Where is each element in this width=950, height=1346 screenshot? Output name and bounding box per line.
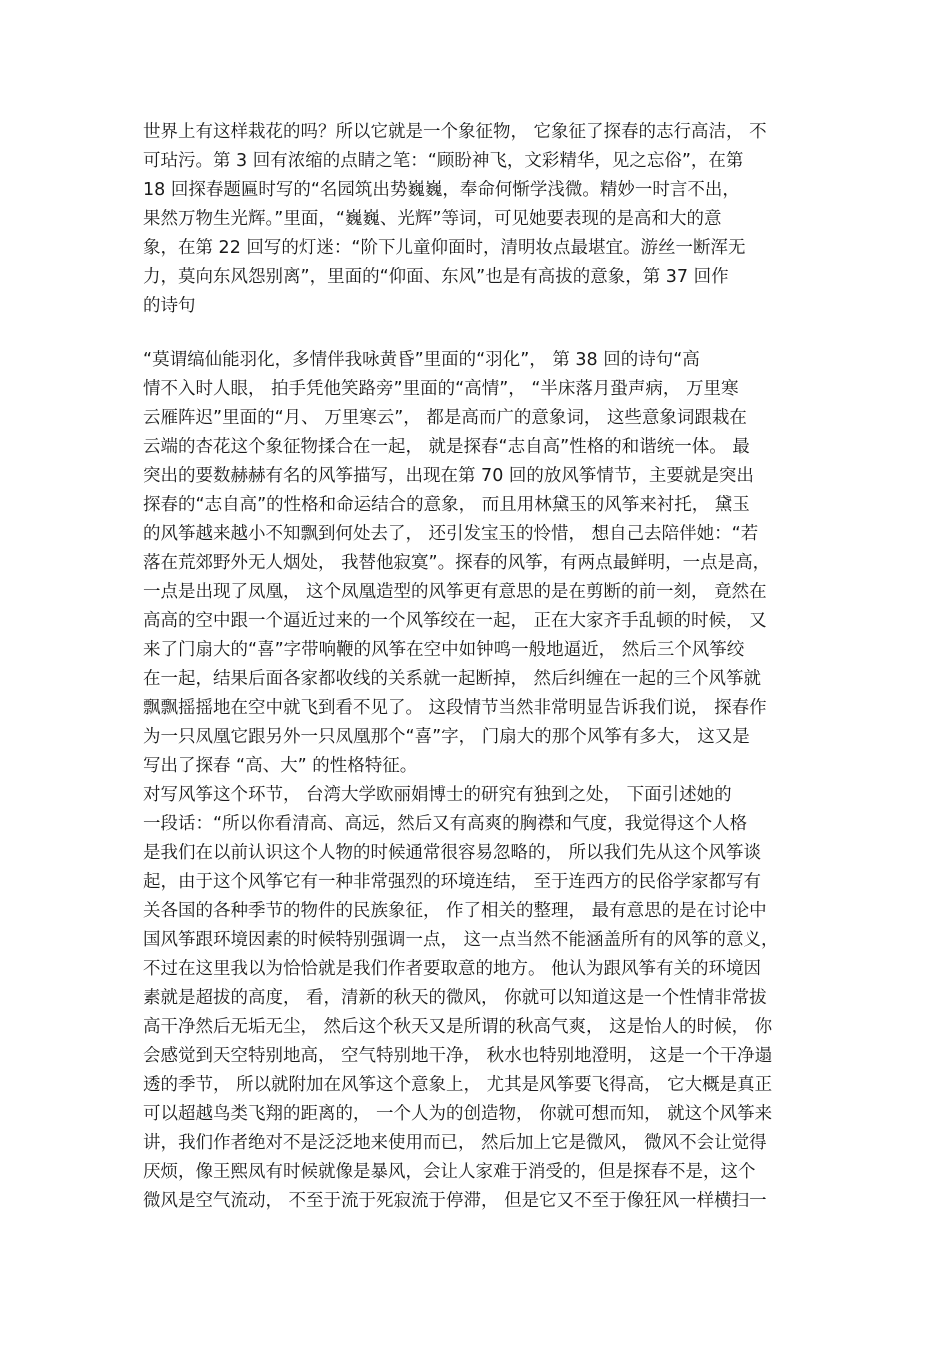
text-line: 探春的“志自高”的性格和命运结合的意象， 而且用林黛玉的风筝来衬托， 黛玉 (143, 495, 750, 515)
text-line: 写出了探春 “高、大” 的性格特征。 (143, 756, 418, 776)
text-line: 透的季节， 所以就附加在风筝这个意象上， 尤其是风筝要飞得高， 它大概是真正 (143, 1075, 773, 1095)
text-line: 一段话：“所以你看清高、高远，然后又有高爽的胸襟和气度，我觉得这个人格 (143, 814, 748, 834)
text-line: 18 回探春题匾时写的“名园筑出势巍巍，奉命何惭学浅微。精妙一时言不出， (143, 180, 740, 200)
text-line: 云雁阵迟”里面的“月、 万里寒云”， 都是高而广的意象词， 这些意象词跟栽在 (143, 408, 747, 428)
text-line: 是我们在以前认识这个人物的时候通常很容易忽略的， 所以我们先从这个风筝谈 (143, 843, 762, 863)
text-line: 高高的空中跟一个逼近过来的一个风筝绞在一起， 正在大家齐手乱顿的时候， 又 (143, 611, 767, 631)
text-line: 落在荒郊野外无人烟处， 我替他寂寞”。探春的风筝，有两点最鲜明，一点是高， (143, 553, 771, 573)
text-line: 来了门扇大的“喜”字带响鞭的风筝在空中如钟鸣一般地逼近， 然后三个风筝绞 (143, 640, 745, 660)
text-line: 突出的要数赫赫有名的风筝描写，出现在第 70 回的放风筝情节，主要就是突出 (143, 466, 754, 486)
text-line: 飘飘摇摇地在空中就飞到看不见了。 这段情节当然非常明显告诉我们说， 探春作 (143, 698, 767, 718)
text-line: 的诗句 (143, 296, 196, 316)
text-line: 力，莫向东风怨别离”，里面的“仰面、东风”也是有高拔的意象，第 37 回作 (143, 267, 729, 287)
text-line: 关各国的各种季节的物件的民族象征， 作了相关的整理， 最有意思的是在讨论中 (143, 901, 767, 921)
text-line: 起，由于这个风筝它有一种非常强烈的环境连结， 至于连西方的民俗学家都写有 (143, 872, 762, 892)
text-line: 在一起，结果后面各家都收线的关系就一起断掉， 然后纠缠在一起的三个风筝就 (143, 669, 762, 689)
text-line: 会感觉到天空特别地高， 空气特别地干净， 秋水也特别地澄明， 这是一个干净遢 (143, 1046, 773, 1066)
text-line: “莫谓缟仙能羽化，多情伴我咏黄昏”里面的“羽化”， 第 38 回的诗句“高 (143, 350, 700, 370)
text-line: 微风是空气流动， 不至于流于死寂流于停滞， 但是它又不至于像狂风一样横扫一 (143, 1191, 767, 1211)
text-line: 国风筝跟环境因素的时候特别强调一点， 这一点当然不能涵盖所有的风筝的意义， (143, 930, 779, 950)
text-line: 情不入时人眼， 拍手凭他笑路旁”里面的“高情”， “半床落月蛩声病， 万里寒 (143, 379, 739, 399)
text-line: 的风筝越来越小不知飘到何处去了， 还引发宝玉的怜惜， 想自己去陪伴她：“若 (143, 524, 759, 544)
text-line: 云端的杏花这个象征物揉合在一起， 就是探春“志自高”性格的和谐统一体。 最 (143, 437, 750, 457)
text-line: 不过在这里我以为恰恰就是我们作者要取意的地方。 他认为跟风筝有关的环境因 (143, 959, 762, 979)
text-line: 为一只凤凰它跟另外一只凤凰那个“喜”字， 门扇大的那个风筝有多大， 这又是 (143, 727, 750, 747)
text-line: 象，在第 22 回写的灯迷：“阶下儿童仰面时，清明妆点最堪宜。游丝一断浑无 (143, 238, 746, 258)
text-line: 世界上有这样栽花的吗？所以它就是一个象征物， 它象征了探春的志行高洁， 不 (143, 122, 767, 142)
text-line: 果然万物生光辉。”里面，“巍巍、光辉”等词，可见她要表现的是高和大的意 (143, 209, 722, 229)
text-line: 可以超越鸟类飞翔的距离的， 一个人为的创造物， 你就可想而知， 就这个风筝来 (143, 1104, 773, 1124)
text-line: 素就是超拔的高度， 看，清新的秋天的微风， 你就可以知道这是一个性情非常拔 (143, 988, 767, 1008)
text-line: 一点是出现了凤凰， 这个凤凰造型的风筝更有意思的是在剪断的前一刻， 竟然在 (143, 582, 767, 602)
text-line: 高干净然后无垢无尘， 然后这个秋天又是所谓的秋高气爽， 这是怡人的时候， 你 (143, 1017, 773, 1037)
text-line: 讲，我们作者绝对不是泛泛地来使用而已， 然后加上它是微风， 微风不会让觉得 (143, 1133, 767, 1153)
text-line: 可玷污。第 3 回有浓缩的点睛之笔：“顾盼神飞，文彩精华，见之忘俗”，在第 (143, 151, 744, 171)
text-line: 对写风筝这个环节， 台湾大学欧丽娟博士的研究有独到之处， 下面引述她的 (143, 785, 732, 805)
text-line: 厌烦，像王熙凤有时候就像是暴风，会让人家难于消受的，但是探春不是，这个 (143, 1162, 756, 1182)
